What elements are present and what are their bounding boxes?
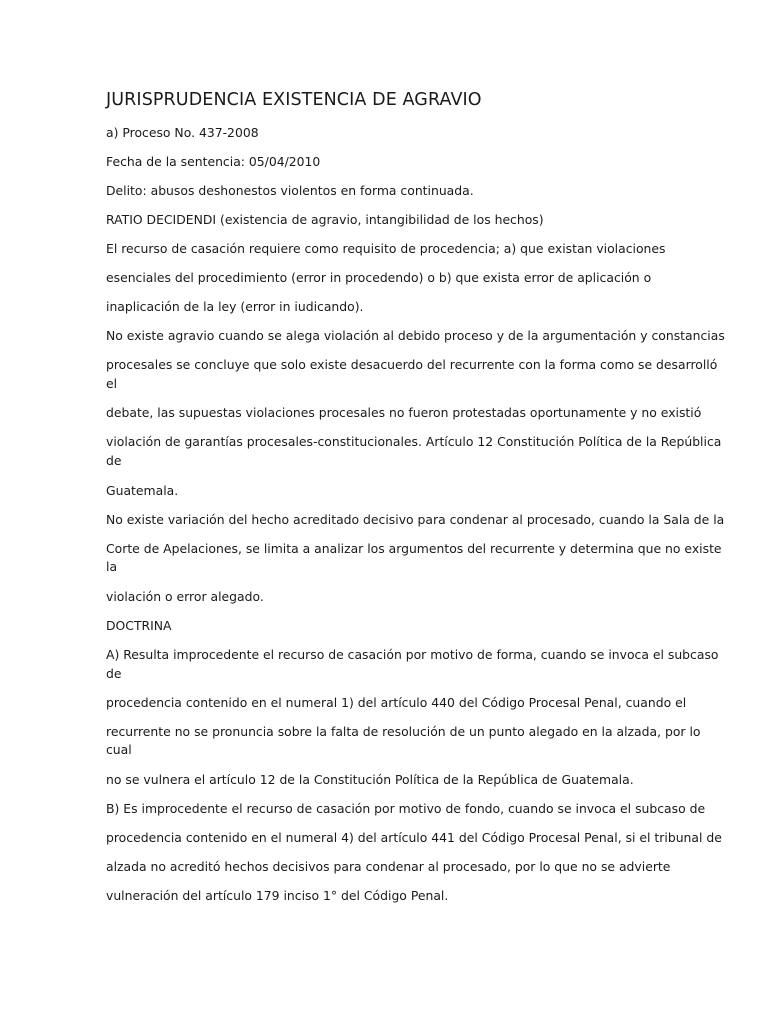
paragraph-line: el — [106, 376, 118, 391]
paragraph-line: No existe variación del hecho acreditado decisivo para condenar al procesado, cuando la Sala de la — [106, 512, 725, 527]
paragraph-line: B) Es improcedente el recurso de casación por motivo de fondo, cuando se invoca el subcaso de — [106, 801, 706, 816]
paragraph-line: Corte de Apelaciones, se limita a analizar los argumentos del recurrente y determina que no existe — [106, 541, 722, 556]
paragraph-line: procedencia contenido en el numeral 1) del artículo 440 del Código Procesal Penal, cuando el — [106, 695, 687, 710]
paragraph-line: inaplicación de la ley (error in iudicando). — [106, 299, 364, 314]
line-fecha: Fecha de la sentencia: 05/04/2010 — [106, 154, 321, 169]
paragraph-line: No existe agravio cuando se alega violación al debido proceso y de la argumentación y constancias — [106, 328, 725, 343]
paragraph-line: esenciales del procedimiento (error in procedendo) o b) que exista error de aplicación o — [106, 270, 652, 285]
paragraph-line: violación o error alegado. — [106, 589, 264, 604]
paragraph-line: El recurso de casación requiere como requisito de procedencia; a) que existan violaciones — [106, 241, 666, 256]
line-delito: Delito: abusos deshonestos violentos en forma continuada. — [106, 183, 474, 198]
paragraph-line: de — [106, 666, 122, 681]
paragraph-line: procedencia contenido en el numeral 4) del artículo 441 del Código Procesal Penal, si el tribunal de — [106, 830, 722, 845]
paragraph-line: no se vulnera el artículo 12 de la Constitución Política de la República de Guatemala. — [106, 772, 634, 787]
line-proceso: a) Proceso No. 437-2008 — [106, 125, 259, 140]
paragraph-line: violación de garantías procesales-constitucionales. Artículo 12 Constitución Política de la República — [106, 434, 722, 449]
paragraph-line: vulneración del artículo 179 inciso 1° del Código Penal. — [106, 888, 449, 903]
line-doctrina-heading: DOCTRINA — [106, 618, 172, 633]
paragraph-line: recurrente no se pronuncia sobre la falta de resolución de un punto alegado en la alzada, por lo — [106, 724, 701, 739]
paragraph-line: de — [106, 453, 122, 468]
line-ratio-heading: RATIO DECIDENDI (existencia de agravio, intangibilidad de los hechos) — [106, 212, 544, 227]
paragraph-line: alzada no acreditó hechos decisivos para condenar al procesado, por lo que no se advierte — [106, 859, 671, 874]
paragraph-line: la — [106, 559, 118, 574]
paragraph-line: debate, las supuestas violaciones procesales no fueron protestadas oportunamente y no existió — [106, 405, 702, 420]
paragraph-line: A) Resulta improcedente el recurso de casación por motivo de forma, cuando se invoca el subcaso — [106, 647, 719, 662]
paragraph-line: procesales se concluye que solo existe desacuerdo del recurrente con la forma como se desarrolló — [106, 357, 718, 372]
document-title: JURISPRUDENCIA EXISTENCIA DE AGRAVIO — [106, 90, 482, 110]
paragraph-line: cual — [106, 742, 132, 757]
paragraph-line: Guatemala. — [106, 483, 179, 498]
